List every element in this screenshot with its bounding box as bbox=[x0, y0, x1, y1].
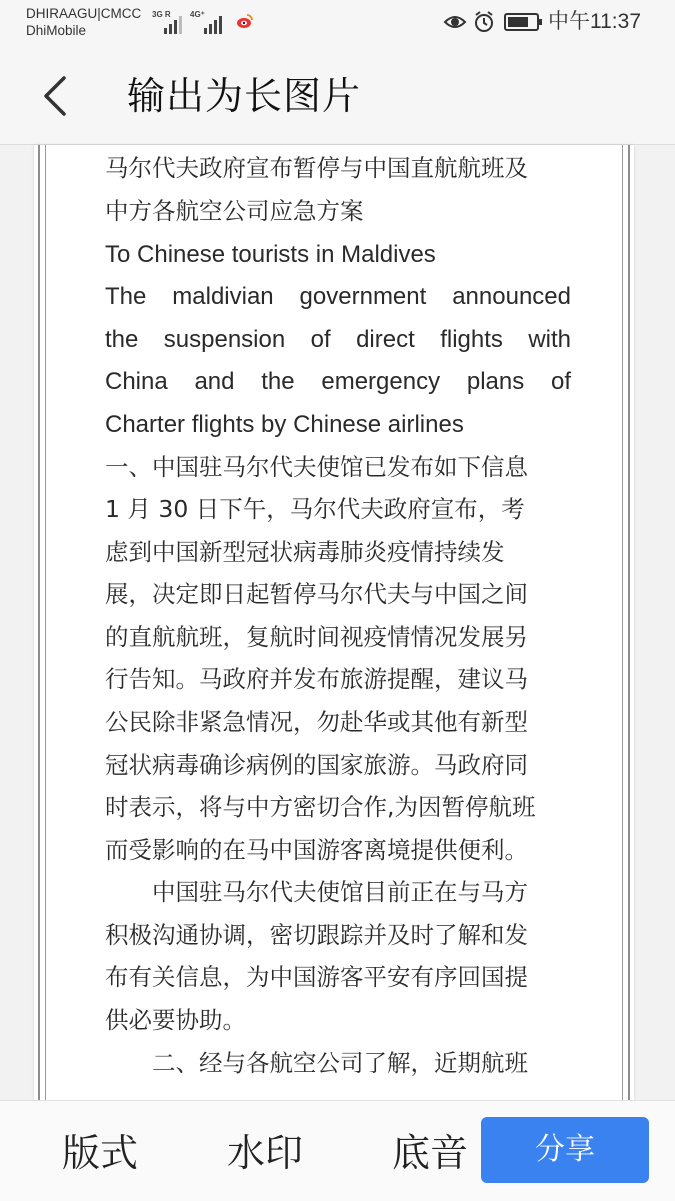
article-line: 虑到中国新型冠状病毒肺炎疫情持续发 bbox=[105, 538, 505, 566]
signal-3g-icon bbox=[152, 10, 184, 34]
share-button[interactable]: 分享 bbox=[481, 1117, 649, 1183]
battery-icon bbox=[504, 13, 544, 31]
article-line: 二、经与各航空公司了解，近期航班 bbox=[105, 1049, 528, 1077]
format-button[interactable]: 版式 bbox=[62, 1131, 139, 1175]
back-button[interactable] bbox=[34, 74, 78, 118]
article-line: 布有关信息，为中国游客平安有序回国提 bbox=[105, 963, 528, 991]
article-line: 展，决定即日起暂停马尔代夫与中国之间 bbox=[105, 580, 528, 608]
status-time: 中午11:37 bbox=[548, 10, 641, 33]
article-line: 供必要协助。 bbox=[105, 1006, 246, 1034]
article-line: 冠状病毒确诊病例的国家旅游。马政府同 bbox=[105, 751, 528, 779]
signal-3g-label: 3G R bbox=[152, 10, 171, 19]
eye-icon bbox=[443, 12, 467, 32]
article-line: The maldivian government announced bbox=[105, 283, 571, 310]
frame-border-right-outer bbox=[628, 145, 630, 1100]
article-line: Charter flights by Chinese airlines bbox=[105, 411, 464, 438]
article-line: To Chinese tourists in Maldives bbox=[105, 241, 436, 268]
article-line: 行告知。马政府并发布旅游提醒，建议马 bbox=[105, 665, 528, 693]
frame-border-left-inner bbox=[45, 145, 46, 1100]
bottom-toolbar bbox=[0, 1100, 675, 1201]
article-line: 时表示，将与中方密切合作,为因暂停航班 bbox=[105, 793, 536, 821]
frame-border-left-outer bbox=[38, 145, 40, 1100]
article-line: 而受影响的在马中国游客离境提供便利。 bbox=[105, 836, 528, 864]
app-header bbox=[0, 46, 675, 145]
carrier-line-2: DhiMobile bbox=[26, 23, 87, 38]
article-line: 的直航航班，复航时间视疫情情况发展另 bbox=[105, 623, 528, 651]
alarm-icon bbox=[473, 10, 495, 34]
article-line: the suspension of direct flights with bbox=[105, 326, 571, 353]
article-line: 中方各航空公司应急方案 bbox=[105, 197, 364, 225]
signal-4g-icon bbox=[190, 10, 230, 34]
signal-4g-label: 4G⁺ bbox=[190, 10, 205, 19]
article-line: 积极沟通协调，密切跟踪并及时了解和发 bbox=[105, 921, 528, 949]
article-line: 1 月 30 日下午，马尔代夫政府宣布，考 bbox=[105, 495, 525, 523]
article-line: 一、中国驻马尔代夫使馆已发布如下信息 bbox=[105, 453, 528, 481]
watermark-button[interactable]: 水印 bbox=[227, 1131, 304, 1175]
weibo-icon bbox=[236, 12, 254, 30]
page-title: 输出为长图片 bbox=[127, 74, 362, 118]
long-image-preview[interactable] bbox=[0, 145, 675, 1100]
carrier-info bbox=[26, 5, 141, 39]
background-button[interactable]: 底音 bbox=[392, 1131, 469, 1175]
frame-border-right-inner bbox=[622, 145, 623, 1100]
article-line: 中国驻马尔代夫使馆目前正在与马方 bbox=[105, 878, 528, 906]
status-bar bbox=[0, 0, 675, 46]
article-line: 马尔代夫政府宣布暂停与中国直航航班及 bbox=[105, 154, 528, 182]
chevron-left-icon bbox=[34, 74, 78, 118]
article-line: China and the emergency plans of bbox=[105, 368, 571, 395]
article-line: 公民除非紧急情况，勿赴华或其他有新型 bbox=[105, 708, 528, 736]
carrier-line-1: DHIRAAGU|CMCC bbox=[26, 6, 142, 21]
